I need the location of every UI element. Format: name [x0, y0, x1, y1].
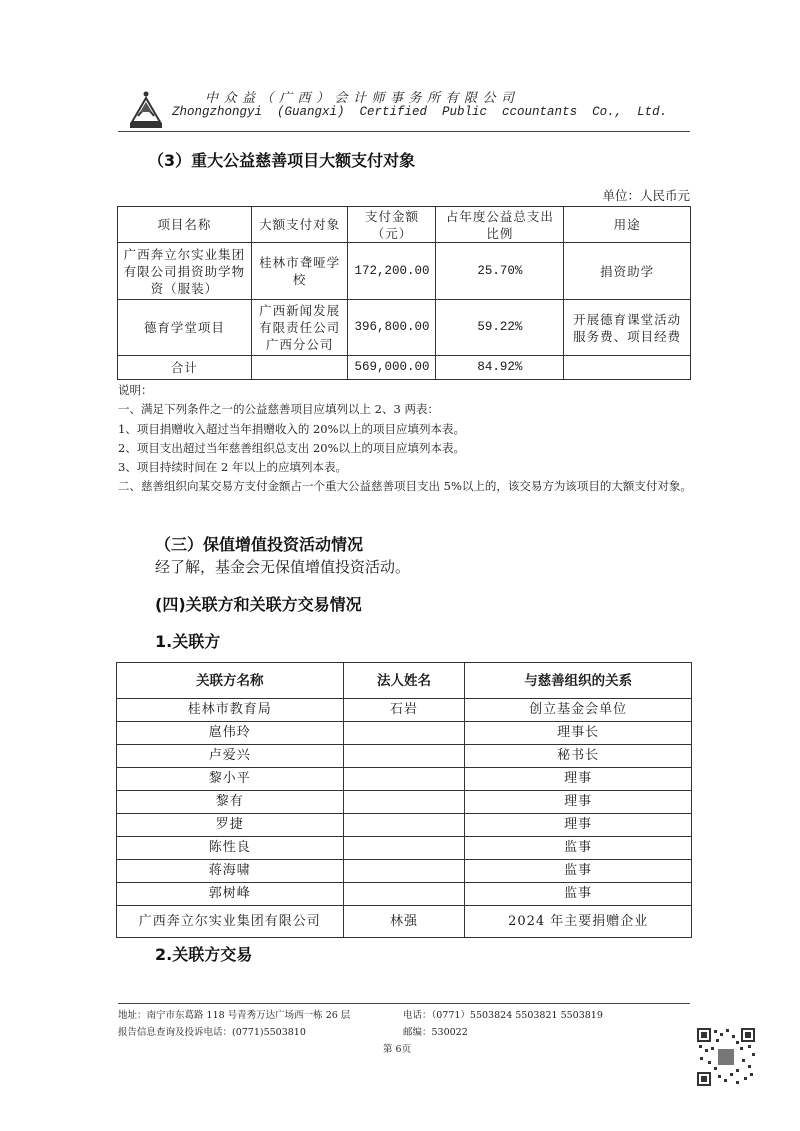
cell-total-payee [251, 356, 348, 380]
cell-payee: 桂林市聋哑学校 [251, 243, 348, 300]
cell-legal [343, 837, 465, 860]
note-line: 二、慈善组织向某交易方支付金额占一个重大公益慈善项目支出 5%以上的，该交易方为该项目的大额支付对象。 [118, 479, 692, 494]
cell-relation: 理事 [465, 768, 692, 791]
unit-label: 单位：人民币元 [602, 188, 690, 203]
cell-legal [343, 791, 465, 814]
cell-name: 陈性良 [117, 837, 344, 860]
table-row [117, 906, 692, 938]
cell-legal: 石岩 [343, 699, 465, 722]
cell-total-label: 合计 [118, 356, 252, 380]
col-header-project: 项目名称 [118, 207, 252, 243]
cell-relation: 理事长 [465, 722, 692, 745]
table-row [118, 300, 691, 356]
cell-name: 黎小平 [117, 768, 344, 791]
footer-complaint-phone: 报告信息查询及投诉电话：(0771)5503810 [118, 1027, 306, 1038]
related-parties-table [116, 662, 692, 938]
table-header-row [117, 663, 692, 699]
cell-legal [343, 745, 465, 768]
table-row [117, 837, 692, 860]
cell-relation: 监事 [465, 860, 692, 883]
cell-legal [343, 722, 465, 745]
table-row [117, 860, 692, 883]
cell-relation: 监事 [465, 837, 692, 860]
cell-legal [343, 860, 465, 883]
section-title-major-payees: （3）重大公益慈善项目大额支付对象 [148, 151, 416, 170]
col-header-purpose: 用途 [564, 207, 691, 243]
cell-relation: 2024 年主要捐赠企业 [465, 906, 692, 938]
cell-name: 卢爱兴 [117, 745, 344, 768]
footer-phone: 电话：（0771）5503824 5503821 5503819 [403, 1010, 603, 1021]
section-title-related-parties: (四)关联方和关联方交易情况 [155, 595, 362, 614]
firm-logo-icon [128, 90, 164, 130]
cell-project: 德育学堂项目 [118, 300, 252, 356]
cell-ratio: 25.70% [436, 243, 564, 300]
table-row [117, 814, 692, 837]
notes-heading: 说明： [118, 383, 153, 397]
notes [118, 381, 693, 497]
cell-name: 郭树峰 [117, 883, 344, 906]
section-title-investment: （三）保值增值投资活动情况 [155, 535, 364, 554]
cell-total-purpose [564, 356, 691, 380]
cell-relation: 监事 [465, 883, 692, 906]
note-line: 2、项目支出超过当年慈善组织总支出 20%以上的项目应填列本表。 [118, 440, 466, 455]
cell-total-ratio: 84.92% [436, 356, 564, 380]
footer-address: 地址：南宁市东葛路 118 号青秀万达广场西一栋 26 层 [118, 1010, 351, 1021]
cell-legal [343, 768, 465, 791]
cell-name: 罗捷 [117, 814, 344, 837]
cell-total-amount: 569,000.00 [348, 356, 436, 380]
company-name-cn: 中众益（广西）会计师事务所有限公司 [205, 91, 520, 106]
table-row [117, 745, 692, 768]
col-header-amount: 支付金额（元） [348, 207, 436, 243]
col-header-payee: 大额支付对象 [251, 207, 348, 243]
cell-relation: 创立基金会单位 [465, 699, 692, 722]
footer-divider [118, 1003, 690, 1004]
note-line: 一、满足下列条件之一的公益慈善项目应填列以上 2、3 两表： [118, 402, 439, 417]
cell-relation: 秘书长 [465, 745, 692, 768]
cell-ratio: 59.22% [436, 300, 564, 356]
col-header-ratio: 占年度公益总支出比例 [436, 207, 564, 243]
cell-legal [343, 814, 465, 837]
cell-name: 广西奔立尔实业集团有限公司 [117, 906, 344, 938]
table-row [117, 768, 692, 791]
cell-purpose: 捐资助学 [564, 243, 691, 300]
col-header-relation: 与慈善组织的关系 [465, 663, 692, 699]
cell-name: 黎有 [117, 791, 344, 814]
investment-body: 经了解，基金会无保值增值投资活动。 [155, 558, 411, 576]
footer-postcode: 邮编：530022 [403, 1027, 468, 1038]
table-row [117, 699, 692, 722]
col-header-legal: 法人姓名 [343, 663, 465, 699]
major-payees-table [117, 206, 691, 380]
table-row [117, 722, 692, 745]
cell-relation: 理事 [465, 791, 692, 814]
cell-relation: 理事 [465, 814, 692, 837]
cell-purpose: 开展德育课堂活动服务费、项目经费 [564, 300, 691, 356]
cell-legal: 林强 [343, 906, 465, 938]
table-total-row [118, 356, 691, 380]
subsection-related-transactions: 2.关联方交易 [155, 945, 253, 964]
qr-code-icon [696, 1027, 756, 1087]
table-row [117, 791, 692, 814]
cell-amount: 396,800.00 [348, 300, 436, 356]
note-line: 1、项目捐赠收入超过当年捐赠收入的 20%以上的项目应填列本表。 [118, 421, 466, 436]
cell-name: 桂林市教育局 [117, 699, 344, 722]
table-row [117, 883, 692, 906]
cell-legal [343, 883, 465, 906]
cell-name: 蒋海啸 [117, 860, 344, 883]
cell-project: 广西奔立尔实业集团有限公司捐资助学物资（服装） [118, 243, 252, 300]
note-line: 3、项目持续时间在 2 年以上的应填列本表。 [118, 460, 347, 475]
header-divider [118, 131, 690, 132]
cell-name: 扈伟玲 [117, 722, 344, 745]
cell-payee: 广西新闻发展有限责任公司广西分公司 [251, 300, 348, 356]
company-name-en: Zhongzhongyi (Guangxi) Certified Public ccountants Co., Ltd. [172, 105, 668, 119]
cell-amount: 172,200.00 [348, 243, 436, 300]
page-number: 第 6页 [383, 1044, 412, 1055]
col-header-name: 关联方名称 [117, 663, 344, 699]
table-header-row [118, 207, 691, 243]
table-row [118, 243, 691, 300]
subsection-related-parties: 1.关联方 [155, 632, 221, 651]
